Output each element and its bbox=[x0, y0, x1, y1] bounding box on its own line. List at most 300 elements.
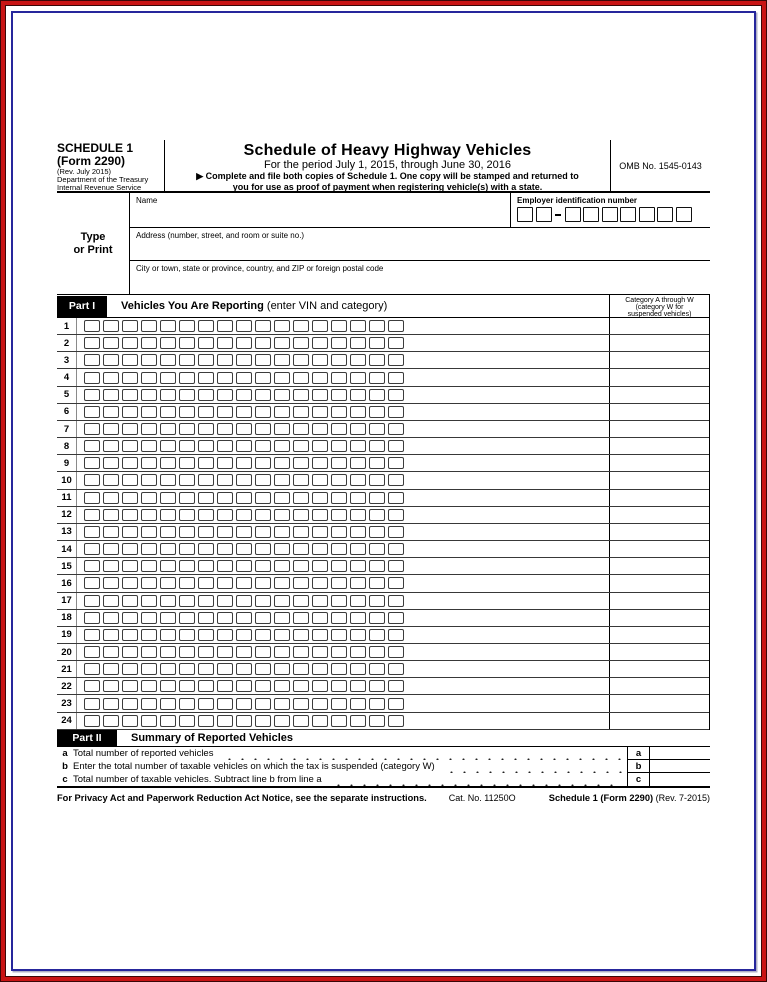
vin-char-box[interactable] bbox=[312, 440, 328, 452]
vin-char-box[interactable] bbox=[103, 389, 119, 401]
vin-char-box[interactable] bbox=[179, 526, 195, 538]
vin-char-box[interactable] bbox=[236, 526, 252, 538]
vin-char-box[interactable] bbox=[236, 320, 252, 332]
vin-char-box[interactable] bbox=[293, 440, 309, 452]
vin-char-box[interactable] bbox=[255, 457, 271, 469]
vin-char-box[interactable] bbox=[369, 509, 385, 521]
vin-char-box[interactable] bbox=[236, 646, 252, 658]
vin-char-box[interactable] bbox=[350, 560, 366, 572]
vin-char-box[interactable] bbox=[198, 663, 214, 675]
vin-char-box[interactable] bbox=[274, 595, 290, 607]
vin-char-box[interactable] bbox=[255, 526, 271, 538]
vin-char-box[interactable] bbox=[141, 354, 157, 366]
vin-char-box[interactable] bbox=[122, 715, 138, 727]
category-cell[interactable] bbox=[609, 369, 709, 385]
vin-char-box[interactable] bbox=[293, 457, 309, 469]
vin-char-box[interactable] bbox=[331, 612, 347, 624]
vin-char-box[interactable] bbox=[312, 715, 328, 727]
vin-char-box[interactable] bbox=[217, 509, 233, 521]
vin-char-box[interactable] bbox=[369, 320, 385, 332]
vin-char-box[interactable] bbox=[312, 595, 328, 607]
vin-char-box[interactable] bbox=[312, 526, 328, 538]
vin-char-box[interactable] bbox=[84, 595, 100, 607]
vin-char-box[interactable] bbox=[293, 526, 309, 538]
vin-char-box[interactable] bbox=[84, 543, 100, 555]
vin-char-box[interactable] bbox=[198, 389, 214, 401]
vin-char-box[interactable] bbox=[388, 474, 404, 486]
category-cell[interactable] bbox=[609, 593, 709, 609]
vin-char-box[interactable] bbox=[217, 492, 233, 504]
vin-char-box[interactable] bbox=[331, 509, 347, 521]
vin-char-box[interactable] bbox=[103, 440, 119, 452]
vin-char-box[interactable] bbox=[141, 492, 157, 504]
vin-char-box[interactable] bbox=[331, 474, 347, 486]
vin-char-box[interactable] bbox=[160, 577, 176, 589]
vin-char-box[interactable] bbox=[293, 389, 309, 401]
vin-char-box[interactable] bbox=[274, 372, 290, 384]
vin-char-box[interactable] bbox=[350, 354, 366, 366]
vin-char-box[interactable] bbox=[369, 526, 385, 538]
vin-char-box[interactable] bbox=[84, 320, 100, 332]
vin-char-box[interactable] bbox=[122, 698, 138, 710]
vin-char-box[interactable] bbox=[141, 715, 157, 727]
vin-char-box[interactable] bbox=[103, 595, 119, 607]
vin-char-box[interactable] bbox=[331, 457, 347, 469]
vin-char-box[interactable] bbox=[312, 577, 328, 589]
vin-char-box[interactable] bbox=[350, 509, 366, 521]
vin-char-box[interactable] bbox=[274, 560, 290, 572]
vin-char-box[interactable] bbox=[217, 663, 233, 675]
vin-char-box[interactable] bbox=[369, 560, 385, 572]
vin-char-box[interactable] bbox=[160, 560, 176, 572]
vin-char-box[interactable] bbox=[312, 560, 328, 572]
vin-char-box[interactable] bbox=[122, 663, 138, 675]
vin-char-box[interactable] bbox=[179, 663, 195, 675]
vin-char-box[interactable] bbox=[217, 698, 233, 710]
category-cell[interactable] bbox=[609, 507, 709, 523]
vin-char-box[interactable] bbox=[198, 406, 214, 418]
vin-char-box[interactable] bbox=[122, 457, 138, 469]
vin-char-box[interactable] bbox=[255, 406, 271, 418]
vin-char-box[interactable] bbox=[103, 612, 119, 624]
vin-char-box[interactable] bbox=[236, 457, 252, 469]
vin-char-box[interactable] bbox=[369, 680, 385, 692]
vin-char-box[interactable] bbox=[274, 492, 290, 504]
vin-char-box[interactable] bbox=[274, 320, 290, 332]
vin-char-box[interactable] bbox=[84, 492, 100, 504]
vin-char-box[interactable] bbox=[350, 577, 366, 589]
vin-char-box[interactable] bbox=[293, 646, 309, 658]
vin-char-box[interactable] bbox=[236, 663, 252, 675]
vin-char-box[interactable] bbox=[179, 474, 195, 486]
vin-char-box[interactable] bbox=[255, 474, 271, 486]
vin-char-box[interactable] bbox=[369, 646, 385, 658]
ein-digit-box[interactable] bbox=[536, 207, 552, 222]
category-cell[interactable] bbox=[609, 558, 709, 574]
vin-char-box[interactable] bbox=[331, 577, 347, 589]
vin-char-box[interactable] bbox=[236, 440, 252, 452]
vin-char-box[interactable] bbox=[198, 492, 214, 504]
vin-char-box[interactable] bbox=[236, 423, 252, 435]
vin-char-box[interactable] bbox=[122, 320, 138, 332]
vin-char-box[interactable] bbox=[198, 354, 214, 366]
vin-char-box[interactable] bbox=[312, 663, 328, 675]
vin-char-box[interactable] bbox=[236, 698, 252, 710]
vin-char-box[interactable] bbox=[84, 698, 100, 710]
vin-char-box[interactable] bbox=[350, 372, 366, 384]
vin-char-box[interactable] bbox=[331, 406, 347, 418]
vin-char-box[interactable] bbox=[198, 509, 214, 521]
vin-char-box[interactable] bbox=[122, 474, 138, 486]
vin-char-box[interactable] bbox=[388, 389, 404, 401]
vin-char-box[interactable] bbox=[122, 612, 138, 624]
vin-char-box[interactable] bbox=[293, 560, 309, 572]
vin-char-box[interactable] bbox=[369, 577, 385, 589]
vin-char-box[interactable] bbox=[179, 715, 195, 727]
vin-char-box[interactable] bbox=[274, 337, 290, 349]
ein-digit-box[interactable] bbox=[602, 207, 618, 222]
vin-char-box[interactable] bbox=[160, 337, 176, 349]
vin-char-box[interactable] bbox=[312, 320, 328, 332]
vin-char-box[interactable] bbox=[293, 337, 309, 349]
vin-char-box[interactable] bbox=[255, 560, 271, 572]
category-cell[interactable] bbox=[609, 541, 709, 557]
category-cell[interactable] bbox=[609, 421, 709, 437]
vin-char-box[interactable] bbox=[293, 543, 309, 555]
vin-char-box[interactable] bbox=[141, 440, 157, 452]
vin-char-box[interactable] bbox=[217, 612, 233, 624]
vin-char-box[interactable] bbox=[217, 646, 233, 658]
vin-char-box[interactable] bbox=[103, 320, 119, 332]
vin-char-box[interactable] bbox=[141, 320, 157, 332]
vin-char-box[interactable] bbox=[236, 629, 252, 641]
vin-char-box[interactable] bbox=[103, 474, 119, 486]
vin-char-box[interactable] bbox=[141, 389, 157, 401]
vin-char-box[interactable] bbox=[388, 320, 404, 332]
vin-char-box[interactable] bbox=[198, 680, 214, 692]
vin-char-box[interactable] bbox=[160, 320, 176, 332]
vin-char-box[interactable] bbox=[103, 680, 119, 692]
vin-char-box[interactable] bbox=[122, 354, 138, 366]
vin-char-box[interactable] bbox=[331, 715, 347, 727]
vin-char-box[interactable] bbox=[84, 646, 100, 658]
vin-char-box[interactable] bbox=[331, 389, 347, 401]
vin-char-box[interactable] bbox=[217, 715, 233, 727]
vin-char-box[interactable] bbox=[179, 492, 195, 504]
vin-char-box[interactable] bbox=[369, 492, 385, 504]
vin-char-box[interactable] bbox=[388, 560, 404, 572]
vin-char-box[interactable] bbox=[236, 406, 252, 418]
vin-char-box[interactable] bbox=[103, 646, 119, 658]
vin-char-box[interactable] bbox=[179, 646, 195, 658]
vin-char-box[interactable] bbox=[312, 372, 328, 384]
vin-char-box[interactable] bbox=[84, 663, 100, 675]
vin-char-box[interactable] bbox=[122, 509, 138, 521]
vin-char-box[interactable] bbox=[350, 663, 366, 675]
vin-char-box[interactable] bbox=[274, 440, 290, 452]
vin-char-box[interactable] bbox=[350, 629, 366, 641]
vin-char-box[interactable] bbox=[217, 526, 233, 538]
vin-char-box[interactable] bbox=[293, 474, 309, 486]
vin-char-box[interactable] bbox=[198, 474, 214, 486]
vin-char-box[interactable] bbox=[122, 423, 138, 435]
vin-char-box[interactable] bbox=[312, 612, 328, 624]
city-field[interactable] bbox=[130, 261, 710, 294]
vin-char-box[interactable] bbox=[312, 629, 328, 641]
vin-char-box[interactable] bbox=[312, 337, 328, 349]
vin-char-box[interactable] bbox=[160, 629, 176, 641]
vin-char-box[interactable] bbox=[217, 680, 233, 692]
vin-char-box[interactable] bbox=[103, 354, 119, 366]
vin-char-box[interactable] bbox=[198, 337, 214, 349]
vin-char-box[interactable] bbox=[312, 423, 328, 435]
vin-char-box[interactable] bbox=[331, 423, 347, 435]
vin-char-box[interactable] bbox=[160, 646, 176, 658]
vin-char-box[interactable] bbox=[160, 595, 176, 607]
vin-char-box[interactable] bbox=[255, 389, 271, 401]
category-cell[interactable] bbox=[609, 472, 709, 488]
vin-char-box[interactable] bbox=[141, 526, 157, 538]
vin-char-box[interactable] bbox=[388, 680, 404, 692]
category-cell[interactable] bbox=[609, 387, 709, 403]
vin-char-box[interactable] bbox=[84, 389, 100, 401]
vin-char-box[interactable] bbox=[84, 372, 100, 384]
vin-char-box[interactable] bbox=[198, 646, 214, 658]
vin-char-box[interactable] bbox=[350, 389, 366, 401]
vin-char-box[interactable] bbox=[141, 372, 157, 384]
vin-char-box[interactable] bbox=[84, 354, 100, 366]
vin-char-box[interactable] bbox=[198, 577, 214, 589]
vin-char-box[interactable] bbox=[236, 354, 252, 366]
vin-char-box[interactable] bbox=[350, 320, 366, 332]
vin-char-box[interactable] bbox=[103, 560, 119, 572]
category-cell[interactable] bbox=[609, 627, 709, 643]
vin-char-box[interactable] bbox=[274, 526, 290, 538]
vin-char-box[interactable] bbox=[84, 629, 100, 641]
vin-char-box[interactable] bbox=[198, 372, 214, 384]
vin-char-box[interactable] bbox=[331, 337, 347, 349]
vin-char-box[interactable] bbox=[255, 509, 271, 521]
vin-char-box[interactable] bbox=[122, 577, 138, 589]
address-field[interactable] bbox=[130, 228, 710, 262]
vin-char-box[interactable] bbox=[217, 560, 233, 572]
vin-char-box[interactable] bbox=[179, 320, 195, 332]
vin-char-box[interactable] bbox=[198, 423, 214, 435]
vin-char-box[interactable] bbox=[160, 663, 176, 675]
vin-char-box[interactable] bbox=[179, 612, 195, 624]
vin-char-box[interactable] bbox=[369, 612, 385, 624]
line-a-value-cell[interactable] bbox=[650, 747, 710, 760]
vin-char-box[interactable] bbox=[293, 629, 309, 641]
vin-char-box[interactable] bbox=[293, 492, 309, 504]
category-cell[interactable] bbox=[609, 490, 709, 506]
vin-char-box[interactable] bbox=[293, 680, 309, 692]
vin-char-box[interactable] bbox=[179, 595, 195, 607]
vin-char-box[interactable] bbox=[217, 474, 233, 486]
vin-char-box[interactable] bbox=[255, 646, 271, 658]
vin-char-box[interactable] bbox=[350, 715, 366, 727]
vin-char-box[interactable] bbox=[331, 646, 347, 658]
vin-char-box[interactable] bbox=[388, 577, 404, 589]
vin-char-box[interactable] bbox=[350, 595, 366, 607]
vin-char-box[interactable] bbox=[255, 577, 271, 589]
vin-char-box[interactable] bbox=[293, 406, 309, 418]
vin-char-box[interactable] bbox=[369, 406, 385, 418]
vin-char-box[interactable] bbox=[293, 423, 309, 435]
vin-char-box[interactable] bbox=[236, 595, 252, 607]
vin-char-box[interactable] bbox=[217, 372, 233, 384]
vin-char-box[interactable] bbox=[122, 406, 138, 418]
line-b-value-cell[interactable] bbox=[650, 760, 710, 773]
vin-char-box[interactable] bbox=[217, 320, 233, 332]
vin-char-box[interactable] bbox=[160, 492, 176, 504]
vin-char-box[interactable] bbox=[312, 389, 328, 401]
vin-char-box[interactable] bbox=[84, 474, 100, 486]
vin-char-box[interactable] bbox=[274, 474, 290, 486]
vin-char-box[interactable] bbox=[103, 337, 119, 349]
vin-char-box[interactable] bbox=[350, 543, 366, 555]
ein-digit-box[interactable] bbox=[517, 207, 533, 222]
vin-char-box[interactable] bbox=[122, 492, 138, 504]
vin-char-box[interactable] bbox=[274, 457, 290, 469]
vin-char-box[interactable] bbox=[217, 595, 233, 607]
vin-char-box[interactable] bbox=[388, 715, 404, 727]
vin-char-box[interactable] bbox=[236, 337, 252, 349]
vin-char-box[interactable] bbox=[350, 612, 366, 624]
vin-char-box[interactable] bbox=[255, 354, 271, 366]
vin-char-box[interactable] bbox=[160, 474, 176, 486]
vin-char-box[interactable] bbox=[293, 509, 309, 521]
vin-char-box[interactable] bbox=[103, 423, 119, 435]
vin-char-box[interactable] bbox=[198, 560, 214, 572]
vin-char-box[interactable] bbox=[369, 543, 385, 555]
vin-char-box[interactable] bbox=[369, 663, 385, 675]
vin-char-box[interactable] bbox=[198, 698, 214, 710]
vin-char-box[interactable] bbox=[255, 612, 271, 624]
vin-char-box[interactable] bbox=[84, 577, 100, 589]
vin-char-box[interactable] bbox=[160, 698, 176, 710]
ein-digit-box[interactable] bbox=[583, 207, 599, 222]
vin-char-box[interactable] bbox=[217, 577, 233, 589]
vin-char-box[interactable] bbox=[103, 406, 119, 418]
vin-char-box[interactable] bbox=[198, 595, 214, 607]
vin-char-box[interactable] bbox=[388, 612, 404, 624]
vin-char-box[interactable] bbox=[217, 406, 233, 418]
vin-char-box[interactable] bbox=[122, 337, 138, 349]
category-cell[interactable] bbox=[609, 713, 709, 729]
vin-char-box[interactable] bbox=[122, 680, 138, 692]
vin-char-box[interactable] bbox=[350, 457, 366, 469]
vin-char-box[interactable] bbox=[331, 560, 347, 572]
vin-char-box[interactable] bbox=[160, 509, 176, 521]
vin-char-box[interactable] bbox=[84, 715, 100, 727]
vin-char-box[interactable] bbox=[350, 406, 366, 418]
vin-char-box[interactable] bbox=[369, 440, 385, 452]
vin-char-box[interactable] bbox=[103, 577, 119, 589]
vin-char-box[interactable] bbox=[255, 492, 271, 504]
vin-char-box[interactable] bbox=[103, 698, 119, 710]
vin-char-box[interactable] bbox=[84, 680, 100, 692]
vin-char-box[interactable] bbox=[141, 457, 157, 469]
vin-char-box[interactable] bbox=[369, 389, 385, 401]
vin-char-box[interactable] bbox=[274, 406, 290, 418]
vin-char-box[interactable] bbox=[274, 577, 290, 589]
vin-char-box[interactable] bbox=[255, 440, 271, 452]
ein-digit-box[interactable] bbox=[565, 207, 581, 222]
vin-char-box[interactable] bbox=[103, 372, 119, 384]
vin-char-box[interactable] bbox=[331, 680, 347, 692]
vin-char-box[interactable] bbox=[179, 509, 195, 521]
vin-char-box[interactable] bbox=[236, 372, 252, 384]
vin-char-box[interactable] bbox=[141, 577, 157, 589]
vin-char-box[interactable] bbox=[350, 440, 366, 452]
vin-char-box[interactable] bbox=[84, 440, 100, 452]
ein-digit-box[interactable] bbox=[676, 207, 692, 222]
vin-char-box[interactable] bbox=[255, 543, 271, 555]
vin-char-box[interactable] bbox=[388, 646, 404, 658]
vin-char-box[interactable] bbox=[388, 698, 404, 710]
vin-char-box[interactable] bbox=[217, 457, 233, 469]
vin-char-box[interactable] bbox=[179, 457, 195, 469]
vin-char-box[interactable] bbox=[293, 372, 309, 384]
vin-char-box[interactable] bbox=[141, 406, 157, 418]
vin-char-box[interactable] bbox=[331, 354, 347, 366]
vin-char-box[interactable] bbox=[388, 629, 404, 641]
vin-char-box[interactable] bbox=[141, 663, 157, 675]
ein-digit-box[interactable] bbox=[639, 207, 655, 222]
vin-char-box[interactable] bbox=[255, 595, 271, 607]
vin-char-box[interactable] bbox=[350, 423, 366, 435]
vin-char-box[interactable] bbox=[274, 629, 290, 641]
vin-char-box[interactable] bbox=[388, 595, 404, 607]
vin-char-box[interactable] bbox=[255, 663, 271, 675]
vin-char-box[interactable] bbox=[331, 492, 347, 504]
vin-char-box[interactable] bbox=[179, 372, 195, 384]
vin-char-box[interactable] bbox=[350, 680, 366, 692]
vin-char-box[interactable] bbox=[274, 509, 290, 521]
vin-char-box[interactable] bbox=[312, 680, 328, 692]
vin-char-box[interactable] bbox=[388, 337, 404, 349]
vin-char-box[interactable] bbox=[369, 372, 385, 384]
vin-char-box[interactable] bbox=[312, 354, 328, 366]
name-field[interactable] bbox=[130, 193, 511, 227]
vin-char-box[interactable] bbox=[217, 423, 233, 435]
ein-digit-box[interactable] bbox=[620, 207, 636, 222]
vin-char-box[interactable] bbox=[274, 354, 290, 366]
vin-char-box[interactable] bbox=[84, 612, 100, 624]
vin-char-box[interactable] bbox=[331, 663, 347, 675]
vin-char-box[interactable] bbox=[122, 646, 138, 658]
vin-char-box[interactable] bbox=[160, 457, 176, 469]
vin-char-box[interactable] bbox=[350, 474, 366, 486]
vin-char-box[interactable] bbox=[179, 337, 195, 349]
vin-char-box[interactable] bbox=[141, 474, 157, 486]
category-cell[interactable] bbox=[609, 575, 709, 591]
vin-char-box[interactable] bbox=[331, 372, 347, 384]
vin-char-box[interactable] bbox=[84, 560, 100, 572]
vin-char-box[interactable] bbox=[198, 526, 214, 538]
vin-char-box[interactable] bbox=[198, 629, 214, 641]
vin-char-box[interactable] bbox=[84, 526, 100, 538]
vin-char-box[interactable] bbox=[141, 543, 157, 555]
vin-char-box[interactable] bbox=[369, 423, 385, 435]
vin-char-box[interactable] bbox=[236, 680, 252, 692]
category-cell[interactable] bbox=[609, 318, 709, 334]
category-cell[interactable] bbox=[609, 352, 709, 368]
vin-char-box[interactable] bbox=[84, 423, 100, 435]
vin-char-box[interactable] bbox=[160, 543, 176, 555]
vin-char-box[interactable] bbox=[293, 612, 309, 624]
